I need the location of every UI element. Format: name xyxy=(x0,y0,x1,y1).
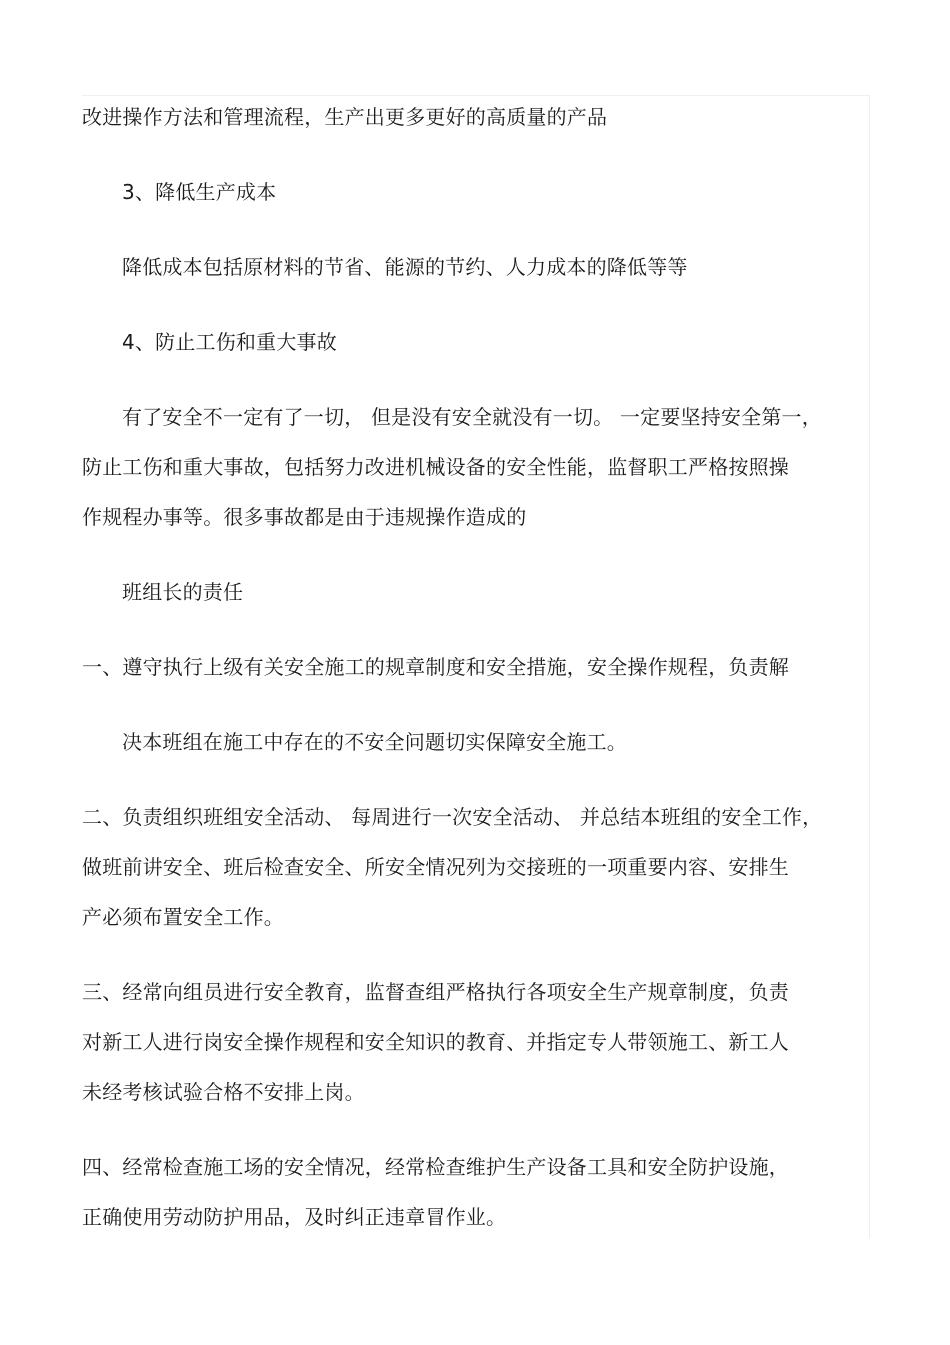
text-line-18: 正确使用劳动防护用品，及时纠正违章冒作业。 xyxy=(82,1205,507,1229)
section-heading-4: 4、防止工伤和重大事故 xyxy=(122,330,337,354)
text-line-3: 降低成本包括原材料的节省、能源的节约、人力成本的降低等等 xyxy=(122,255,688,279)
text-line-12: 做班前讲安全、班后检查安全、所安全情况列为交接班的一项重要内容、安排生 xyxy=(82,855,789,879)
text-line-13: 产必须布置安全工作。 xyxy=(82,905,284,929)
page-edge-top xyxy=(82,95,870,96)
text-line-1: 改进操作方法和管理流程，生产出更多更好的高质量的产品 xyxy=(82,105,608,129)
text-line-17: 四、经常检查施工场的安全情况，经常检查维护生产设备工具和安全防护设施， xyxy=(82,1155,789,1179)
text-line-5: 有了安全不一定有了一切， 但是没有安全就没有一切。 一定要坚持安全第一， xyxy=(122,405,822,429)
text-line-10: 决本班组在施工中存在的不安全问题切实保障安全施工。 xyxy=(122,730,627,754)
section-heading-3: 3、降低生产成本 xyxy=(122,180,277,204)
text-line-6: 防止工伤和重大事故，包括努力改进机械设备的安全性能，监督职工严格按照操 xyxy=(82,455,789,479)
text-line-14: 三、经常向组员进行安全教育，监督查组严格执行各项安全生产规章制度，负责 xyxy=(82,980,789,1004)
text-line-9: 一、遵守执行上级有关安全施工的规章制度和安全措施，安全操作规程，负责解 xyxy=(82,655,789,679)
page-edge-right xyxy=(869,95,870,1238)
text-line-11: 二、负责组织班组安全活动、 每周进行一次安全活动、 并总结本班组的安全工作， xyxy=(82,805,823,829)
text-line-15: 对新工人进行岗安全操作规程和安全知识的教育、并指定专人带领施工、新工人 xyxy=(82,1030,789,1054)
text-line-7: 作规程办事等。很多事故都是由于违规操作造成的 xyxy=(82,505,527,529)
text-line-16: 未经考核试验合格不安排上岗。 xyxy=(82,1080,365,1104)
section-heading-team-leader: 班组长的责任 xyxy=(122,580,244,604)
